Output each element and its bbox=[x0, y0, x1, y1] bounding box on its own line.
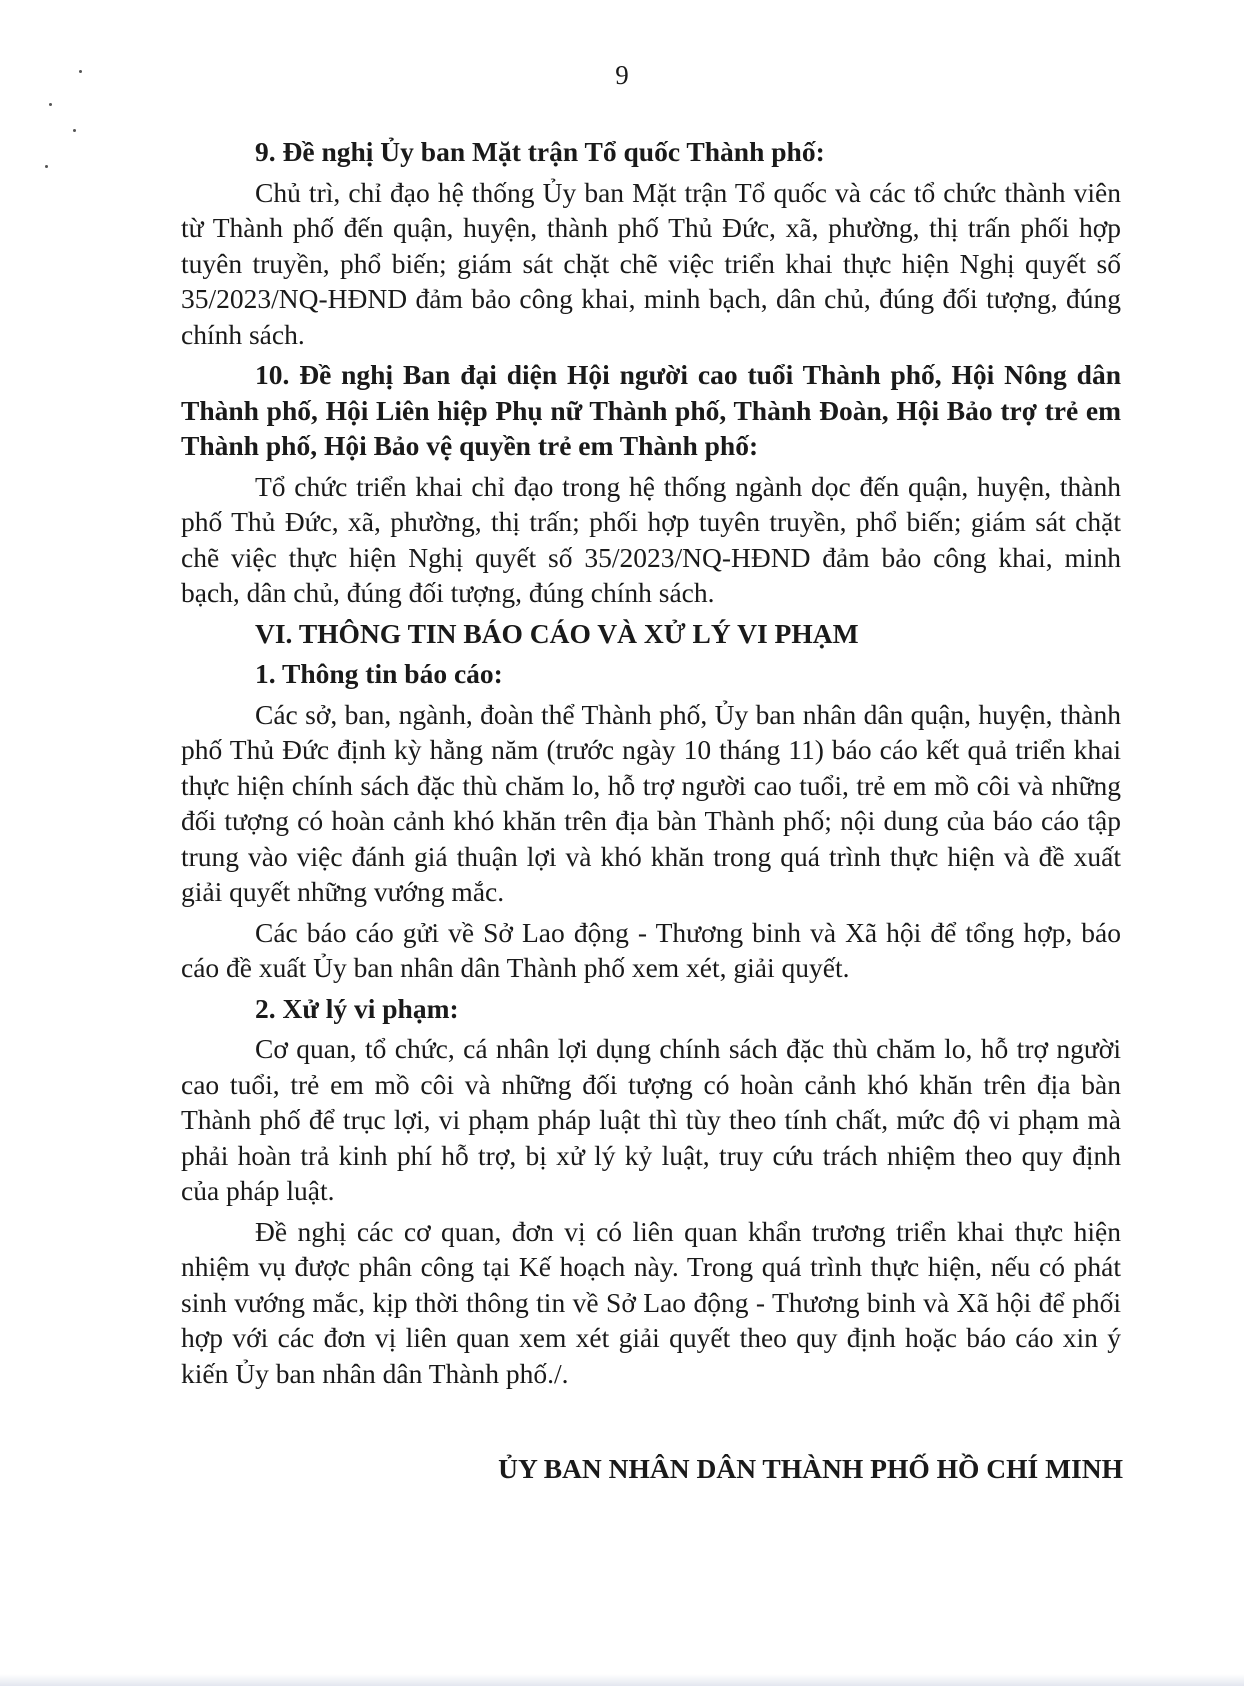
signature-block: ỦY BAN NHÂN DÂN THÀNH PHỐ HỒ CHÍ MINH bbox=[498, 1453, 1123, 1484]
item-10-paragraph: Tổ chức triển khai chỉ đạo trong hệ thống ngành dọc đến quận, huyện, thành phố Thủ Đức, xã, phường, thị trấn; phối hợp tuyên truyền, phổ biến; giám sát chặt chẽ việc thực hiện Nghị quyết số 35/2023/NQ-HĐND đảm bảo công khai, minh bạch, dân chủ, đúng đối tượng, đúng chính sách. bbox=[181, 470, 1121, 608]
sub2-heading: 2. Xử lý vi phạm: bbox=[255, 992, 459, 1024]
sub1-paragraph-2: Các báo cáo gửi về Sở Lao động - Thương binh và Xã hội để tổng hợp, báo cáo đề xuất Ủy ban nhân dân Thành phố xem xét, giải quyết. bbox=[181, 916, 1121, 983]
sub1-paragraph-1: Các sở, ban, ngành, đoàn thể Thành phố, Ủy ban nhân dân quận, huyện, thành phố Thủ Đức định kỳ hằng năm (trước ngày 10 tháng 11) báo cáo kết quả triển khai thực hiện chính sách đặc thù chăm lo, hỗ trợ người cao tuổi, trẻ em mồ côi và những đối tượng có hoàn cảnh khó khăn trên địa bàn Thành phố; nội dung của báo cáo tập trung vào việc đánh giá thuận lợi và khó khăn trong quá trình thực hiện và đề xuất giải quyết những vướng mắc. bbox=[181, 698, 1121, 907]
item-9-paragraph: Chủ trì, chỉ đạo hệ thống Ủy ban Mặt trận Tổ quốc và các tổ chức thành viên từ Thành phố đến quận, huyện, thành phố Thủ Đức, xã, phường, thị trấn phối hợp tuyên truyền, phổ biến; giám sát chặt chẽ việc triển khai thực hiện Nghị quyết số 35/2023/NQ-HĐND đảm bảo công khai, minh bạch, dân chủ, đúng đối tượng, đúng chính sách. bbox=[181, 176, 1121, 350]
item-10-heading: 10. Đề nghị Ban đại diện Hội người cao tuổi Thành phố, Hội Nông dân Thành phố, Hội Liên hiệp Phụ nữ Thành phố, Thành Đoàn, Hội Bảo trợ trẻ em Thành phố, Hội Bảo vệ quyền trẻ em Thành phố: bbox=[181, 359, 1121, 461]
scan-bottom-edge bbox=[0, 1674, 1244, 1686]
sub2-paragraph: Cơ quan, tổ chức, cá nhân lợi dụng chính sách đặc thù chăm lo, hỗ trợ người cao tuổi, trẻ em mồ côi và những đối tượng có hoàn cảnh khó khăn trên địa bàn Thành phố để trục lợi, vi phạm pháp luật thì tùy theo tính chất, mức độ vi phạm mà phải hoàn trả kinh phí hỗ trợ, bị xử lý kỷ luật, truy cứu trách nhiệm theo quy định của pháp luật. bbox=[181, 1033, 1121, 1206]
scan-speck bbox=[73, 129, 76, 132]
section-vi-title: VI. THÔNG TIN BÁO CÁO VÀ XỬ LÝ VI PHẠM bbox=[255, 617, 859, 649]
document-body bbox=[181, 134, 1121, 1396]
sub1-heading: 1. Thông tin báo cáo: bbox=[255, 658, 503, 689]
scan-speck bbox=[45, 165, 48, 168]
item-9-heading: 9. Đề nghị Ủy ban Mặt trận Tổ quốc Thành phố: bbox=[255, 136, 825, 167]
page-number: 9 bbox=[615, 60, 629, 90]
closing-paragraph: Đề nghị các cơ quan, đơn vị có liên quan khẩn trương triển khai thực hiện nhiệm vụ được phân công tại Kế hoạch này. Trong quá trình thực hiện, nếu có phát sinh vướng mắc, kịp thời thông tin về Sở Lao động - Thương binh và Xã hội để phối hợp với các đơn vị liên quan xem xét giải quyết theo quy định hoặc báo cáo xin ý kiến Ủy ban nhân dân Thành phố./. bbox=[181, 1215, 1121, 1389]
scan-speck bbox=[49, 103, 52, 106]
